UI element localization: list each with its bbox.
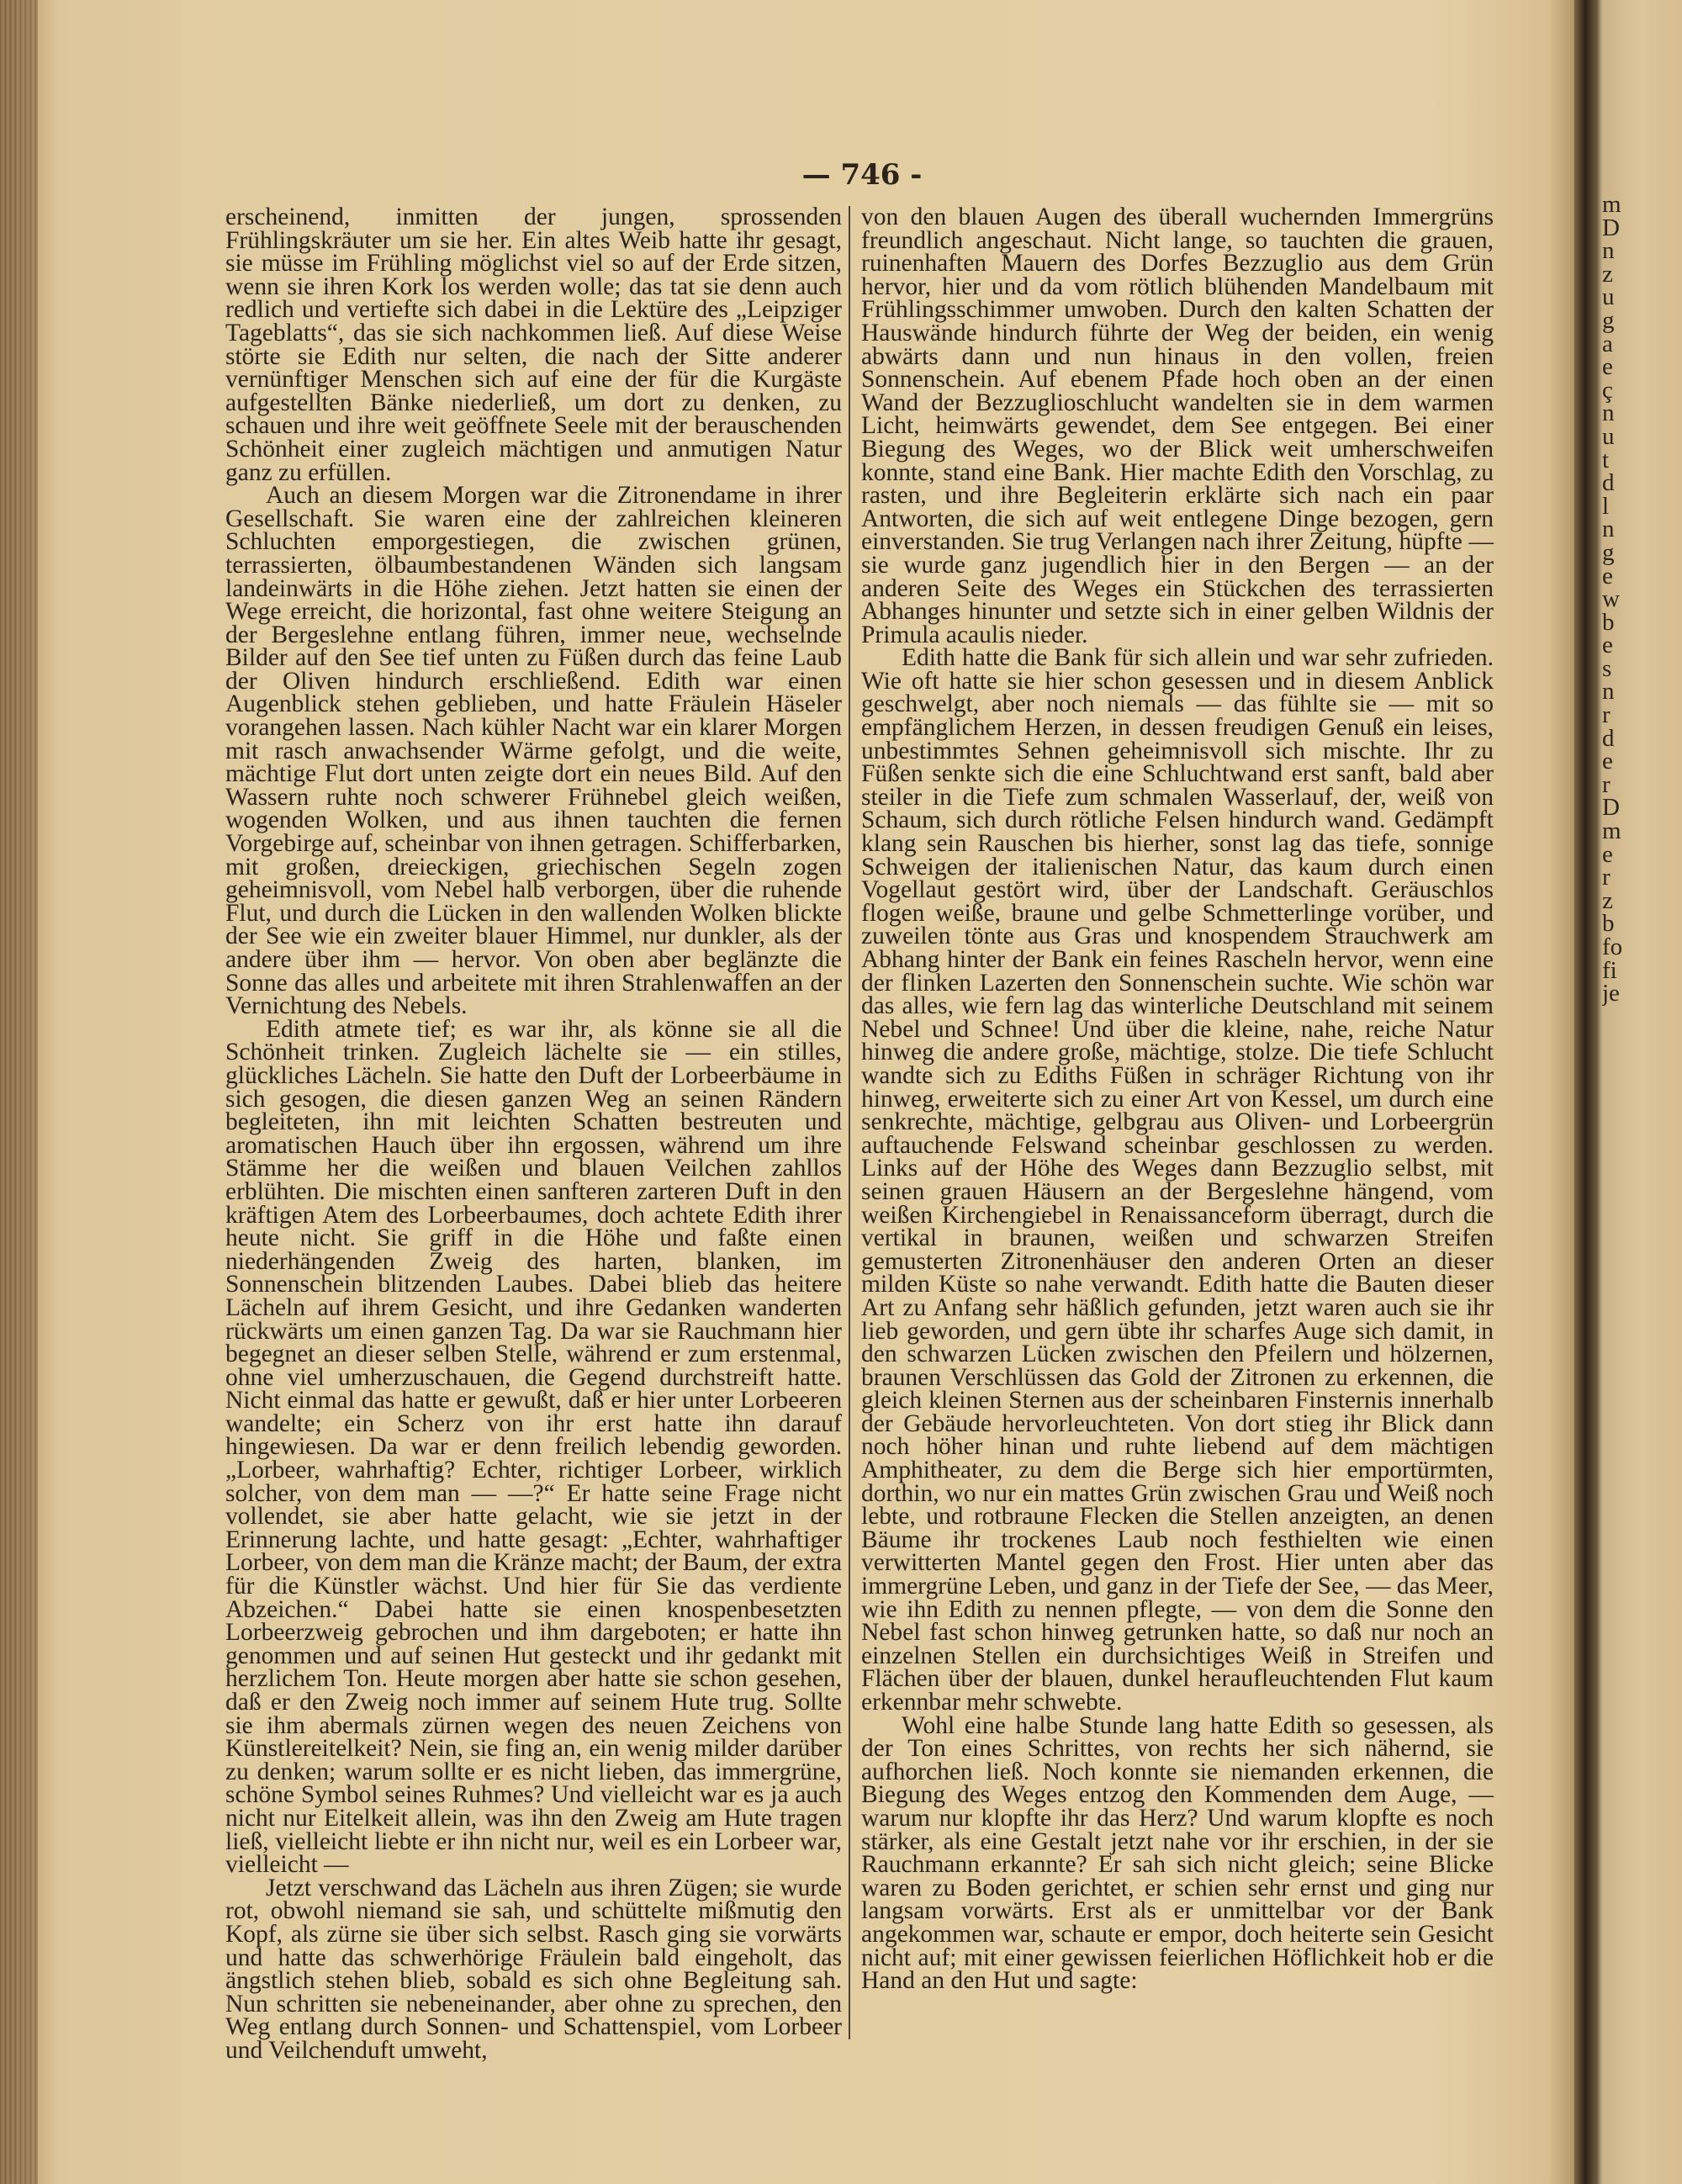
fragment-line: m bbox=[1602, 817, 1621, 845]
left-column bbox=[225, 206, 842, 2063]
paragraph: erscheinend, inmitten der jungen, sprossenden Frühlingskräuter um sie her. Ein altes Weib hatte ihr gesagt, sie müsse im Frühling möglichst viel so auf der Erde sitzen, wenn sie ihren Kork los werden wolle; das tat sie denn auch redlich und vertiefte sich dabei in die Lektüre des „Leipziger Tageblatts“, das sie sich nachkommen ließ. Auf diese Weise störte sie Edith nur selten, die nach der Sitte anderer vernünftiger Menschen sich auf eine der für die Kurgäste aufgestellten Bänke niederließ, um dort zu denken, zu schauen und ihre weit geöffnete Seele mit der berauschenden Schönheit einer zugleich mächtigen und anmutigen Natur ganz zu erfüllen. bbox=[225, 204, 842, 486]
paragraph: Wohl eine halbe Stunde lang hatte Edith so gesessen, als der Ton eines Schrittes, von rechts her sich nähernd, sie aufhorchen ließ. Noch konnte sie niemanden erkennen, die Biegung des Weges entzog den Kommenden dem Auge, — warum nur klopfte ihr das Herz? Und warum klopfte es noch stärker, als eine Gestalt jetzt nahe vor ihr erschien, in der sie Rauchmann erkannte? Er sah sich nicht gleich; seine Blicke waren zu Boden gerichtet, er schien sehr ernst und ging nur langsam vorwärts. Erst als er unmittelbar vor der Bank angekommen war, schaute er empor, doch heiterte sein Gesicht nicht auf; mit einer gewissen feierlichen Höflichkeit hob er die Hand an den Hut und sagte: bbox=[861, 1711, 1494, 1995]
fragment-line: fi bbox=[1602, 956, 1617, 984]
next-page-fragment bbox=[1602, 193, 1682, 2044]
fragment-line: u bbox=[1602, 422, 1615, 450]
fragment-line: n bbox=[1602, 678, 1615, 706]
fragment-line: je bbox=[1602, 980, 1620, 1007]
fragment-line: w bbox=[1602, 585, 1620, 613]
paragraph: Edith atmete tief; es war ihr, als könne sie all die Schönheit trinken. Zugleich lächelte sie — ein stilles, glückliches Lächeln. Sie hatte den Duft der Lorbeerbäume in sich gesogen, die diesen ganzen Weg an seinen Rändern begleiteten, ihn mit leichten Schatten bestreuten und aromatischen Hauch über ihn ergossen, während um ihre Stämme her die weißen und blauen Veilchen zahllos erblühten. Die mischten einen sanfteren zarteren Duft in den kräftigen Atem des Lorbeerbaumes, doch achtete Edith ihrer heute nicht. Sie griff in die Höhe und faßte einen niederhängenden Zweig des harten, blanken, im Sonnenschein blitzenden Laubes. Dabei blieb das heitere Lächeln auf ihrem Gesicht, und ihre Gedanken wanderten rückwärts um einen ganzen Tag. Da war sie Rauchmann hier begegnet an dieser selben Stelle, während er zum erstenmal, ohne viel umherzuschauen, die Gegend durchstreift hatte. Nicht einmal das hatte er gewußt, daß er hier unter Lorbeeren wandelte; ein Scherz von ihr erst hatte ihn darauf hingewiesen. Da war er denn freilich lebendig geworden. „Lorbeer, wahrhaftig? Echter, richtiger Lorbeer, wirklich solcher, von dem man — —?“ Er hatte seine Frage nicht vollendet, sie aber hatte gelacht, wie sie jetzt in der Erinnerung lachte, und hatte gesagt: „Echter, wahrhaftiger Lorbeer, von dem man die Kränze macht; der Baum, der extra für die Künstler wächst. Und hier für Sie das verdiente Abzeichen.“ Dabei hatte sie einen knospenbesetzten Lorbeerzweig gebrochen und ihm dargeboten; er hatte ihn genommen und auf seinen Hut gesteckt und ihr gedankt mit herzlichem Ton. Heute morgen aber hatte sie schon gesehen, daß er den Zweig noch immer auf seinem Hute trug. Sollte sie ihm abermals zürnen wegen des neuen Zeichens von Künstlereitelkeit? Nein, sie fing an, ein wenig milder darüber zu denken; warum sollte er es nicht lieben, das immergrüne, schöne Symbol seines Ruhmes? Und vielleicht war es ja auch nicht nur Eitelkeit allein, was ihn den Zweig am Hute tragen ließ, vielleicht liebte er ihn nicht nur, weil es ein Lorbeer war, vielleicht — bbox=[225, 1015, 842, 1879]
fragment-line: n bbox=[1602, 516, 1615, 543]
fragment-line: z bbox=[1602, 886, 1613, 914]
fragment-line: D bbox=[1602, 794, 1620, 822]
right-column bbox=[861, 206, 1494, 1993]
fragment-line: g bbox=[1602, 306, 1615, 334]
paragraph: von den blauen Augen des überall wuchernden Immergrüns freundlich angeschaut. Nicht lange, so tauchten die grauen, ruinenhaften Mauern des Dorfes Bezzuglio aus dem Grün hervor, hier und da vom rötlich blühenden Mandelbaum mit Frühlingsschimmer umwoben. Durch den kalten Schatten der Hauswände hindurch führte der Weg der beiden, ein wenig abwärts dann und nun hinaus in den vollen, freien Sonnenschein. Auf ebenem Pfade hoch oben an der einen Wand der Bezzuglioschlucht wandelten sie in dem warmen Licht, heimwärts gewendet, dem See entgegen. Bei einer Biegung des Weges, wo der Blick weit umherschweifen konnte, stand eine Bank. Hier machte Edith den Vorschlag, zu rasten, und ihre Begleiterin erklärte sich nach ein paar Antworten, die sich auf weit entlegene Dinge bezogen, gern einverstanden. Sie trug Verlangen nach ihrer Zeitung, hüpfte — sie wurde ganz jugendlich hier in den Bergen — an der anderen Seite des Weges ein Stückchen des terrassierten Abhanges hinunter und setzte sich in einer gelben Wildnis der Primula acaulis nieder. bbox=[861, 204, 1494, 648]
fragment-line: z bbox=[1602, 260, 1613, 288]
fragment-line: n bbox=[1602, 399, 1615, 427]
fragment-line: b bbox=[1602, 910, 1615, 938]
book-gutter bbox=[1574, 0, 1596, 2184]
paragraph: Jetzt verschwand das Lächeln aus ihren Zügen; sie wurde rot, obwohl niemand sie sah, und schüttelte mißmutig den Kopf, als zürne sie über sich selbst. Rasch ging sie vorwärts und hatte das schwerhörige Fräulein bald eingeholt, das ängstlich stehen blieb, sobald es sich ohne Begleitung sah. Nun schritten sie nebeneinander, aber ohne zu sprechen, den Weg entlang durch Sonnen- und Schattenspiel, vom Lorbeer und Veilchenduft umweht, bbox=[225, 1874, 842, 2064]
fragment-line: e bbox=[1602, 353, 1613, 381]
paragraph: Auch an diesem Morgen war die Zitronendame in ihrer Gesellschaft. Sie waren eine der zahlreichen kleineren Schluchten emporgestiegen, die zwischen grünen, terrassierten, ölbaumbestandenen Wänden sich langsam landeinwärts in die Höhe ziehen. Jetzt hatten sie einen der Wege erreicht, die horizontal, fast ohne weitere Steigung an der Bergeslehne entlang führen, immer neue, wechselnde Bilder auf den See tief unten zu Füßen durch das feine Laub der Oliven hindurch erschließend. Edith war einen Augenblick stehen geblieben, und hatte Fräulein Häseler vorangehen lassen. Nach kühler Nacht war ein klarer Morgen mit rasch anwachsender Wärme gefolgt, und die weite, mächtige Flut dort unten zeigte dort ein neues Bild. Auf den Wassern ruhte noch schwerer Frühnebel gleich weißen, wogenden Wolken, und aus ihnen tauchten die fernen Vorgebirge auf, scheinbar von ihnen getragen. Schifferbarken, mit großen, dreieckigen, griechischen Segeln zogen geheimnisvoll, vom Nebel halb verborgen, über die ruhende Flut, und durch die Lücken in den wallenden Wolken blickte der See wie ein zweiter blauer Himmel, nur dunkler, als der andere über ihm — hervor. Von oben aber beglänzte die Sonne das alles und arbeitete mit ihren Strahlenwaffen an der Vernichtung des Nebels. bbox=[225, 482, 842, 1020]
fragment-line: d bbox=[1602, 469, 1615, 497]
fragment-line: l bbox=[1602, 492, 1610, 520]
fragment-line: e bbox=[1602, 748, 1613, 775]
fragment-line: e bbox=[1602, 840, 1613, 868]
fragment-line: e bbox=[1602, 562, 1613, 590]
fragment-line: u bbox=[1602, 283, 1615, 311]
fragment-line: t bbox=[1602, 446, 1610, 473]
fragment-line: g bbox=[1602, 538, 1615, 566]
paragraph: Edith hatte die Bank für sich allein und war sehr zufrieden. Wie oft hatte sie hier schon gesessen und in diesem Anblick geschwelgt, aber noch niemals — das fühlte sie — mit so empfänglichem Herzen, in dessen freudigen Genuß ein leises, unbestimmtes Sehnen geheimnisvoll sich mischte. Ihr zu Füßen senkte sich die eine Schluchtwand erst sanft, bald aber steiler in die Tiefe zum schmalen Wasserlauf, der, weiß von Schaum, sich durch rötliche Felsen hindurch wand. Gedämpft klang sein Rauschen bis hierher, sonst lag das tiefe, sonnige Schweigen der italienischen Natur, das kaum durch einen Vogellaut gestört wird, über der Landschaft. Geräuschlos flogen weiße, braune und gelbe Schmetterlinge vorüber, und zuweilen tönte aus Gras und knospendem Strauchwerk am Abhang hinter der Bank ein feines Rascheln hervor, wenn eine der flinken Lazerten den Sonnenschein suchte. Wie schön war das alles, wie fern lag das winterliche Deutschland mit seinem Nebel und Schnee! Und über die kleine, nahe, reiche Natur hinweg die andere große, mächtige, stolze. Die tiefe Schlucht wandte sich zu Ediths Füßen in schräger Richtung von ihr hinweg, erweiterte sich zu einer Art von Kessel, um durch eine senkrechte, mächtige, gelbgrau aus Oliven- und Lorbeergrün auftauchende Felswand scheinbar geschlossen zu werden. Links auf der Höhe des Weges dann Bezzuglio selbst, mit seinen grauen Häusern an der Bergeslehne hängend, vom weißen Kirchengiebel in Renaissanceform überragt, durch die vertikal in braunen, weißen und schwarzen Streifen gemusterten Zitronenhäuser den anderen Orten an dieser milden Küste so nahe verwandt. Edith hatte die Bauten dieser Art zu Anfang sehr häßlich gefunden, jetzt waren auch sie ihr lieb geworden, und gern übte ihr scharfes Auge sich damit, in den schwarzen Lücken zwischen den Pfeilern und hölzernen, braunen Verschlüssen das Gold der Zitronen zu erkennen, die gleich kleinen Sternen aus der scheinbaren Finsternis innerhalb der Gebäude hervorleuchteten. Von dort stieg ihr Blick dann noch höher hinan und ruhte liebend auf dem mächtigen Amphitheater, zu dem die Berge sich hier emportürmten, dorthin, wo nur ein mattes Grün zwischen Grau und Weiß noch lebte, und rotbraune Flecken die Stellen anzeigten, an denen Bäume ihr trockenes Laub noch festhielten wie einen verwitterten Mantel gegen den Frost. Hier unten aber das immergrüne Leben, und ganz in der Tiefe der See, — das Meer, wie ihn Edith zu nennen pflegte, — von dem die Sonne den Nebel fast schon hinweg getrunken hatte, so daß nur noch an einzelnen Stellen ein durchsichtiges Weiß in Streifen und Flächen über der blauen, dunkel heraufleuchtenden Flut kaum erkennbar mehr schwebte. bbox=[861, 644, 1494, 1716]
fragment-line: a bbox=[1602, 330, 1613, 357]
fragment-line: m bbox=[1602, 193, 1621, 218]
fragment-line: r bbox=[1602, 770, 1611, 798]
fragment-line: r bbox=[1602, 864, 1611, 891]
page-edge-stack bbox=[0, 0, 38, 2184]
fragment-line: D bbox=[1602, 214, 1620, 241]
fragment-line: ç bbox=[1602, 376, 1613, 404]
fragment-line: r bbox=[1602, 701, 1611, 729]
fragment-line: b bbox=[1602, 608, 1615, 636]
fragment-line: s bbox=[1602, 654, 1612, 682]
fragment-line: n bbox=[1602, 237, 1615, 265]
fragment-line: e bbox=[1602, 632, 1613, 659]
page-number: — 746 - bbox=[801, 158, 923, 192]
fragment-line: fo bbox=[1602, 933, 1623, 960]
column-divider bbox=[849, 206, 850, 2039]
fragment-line: d bbox=[1602, 724, 1615, 752]
